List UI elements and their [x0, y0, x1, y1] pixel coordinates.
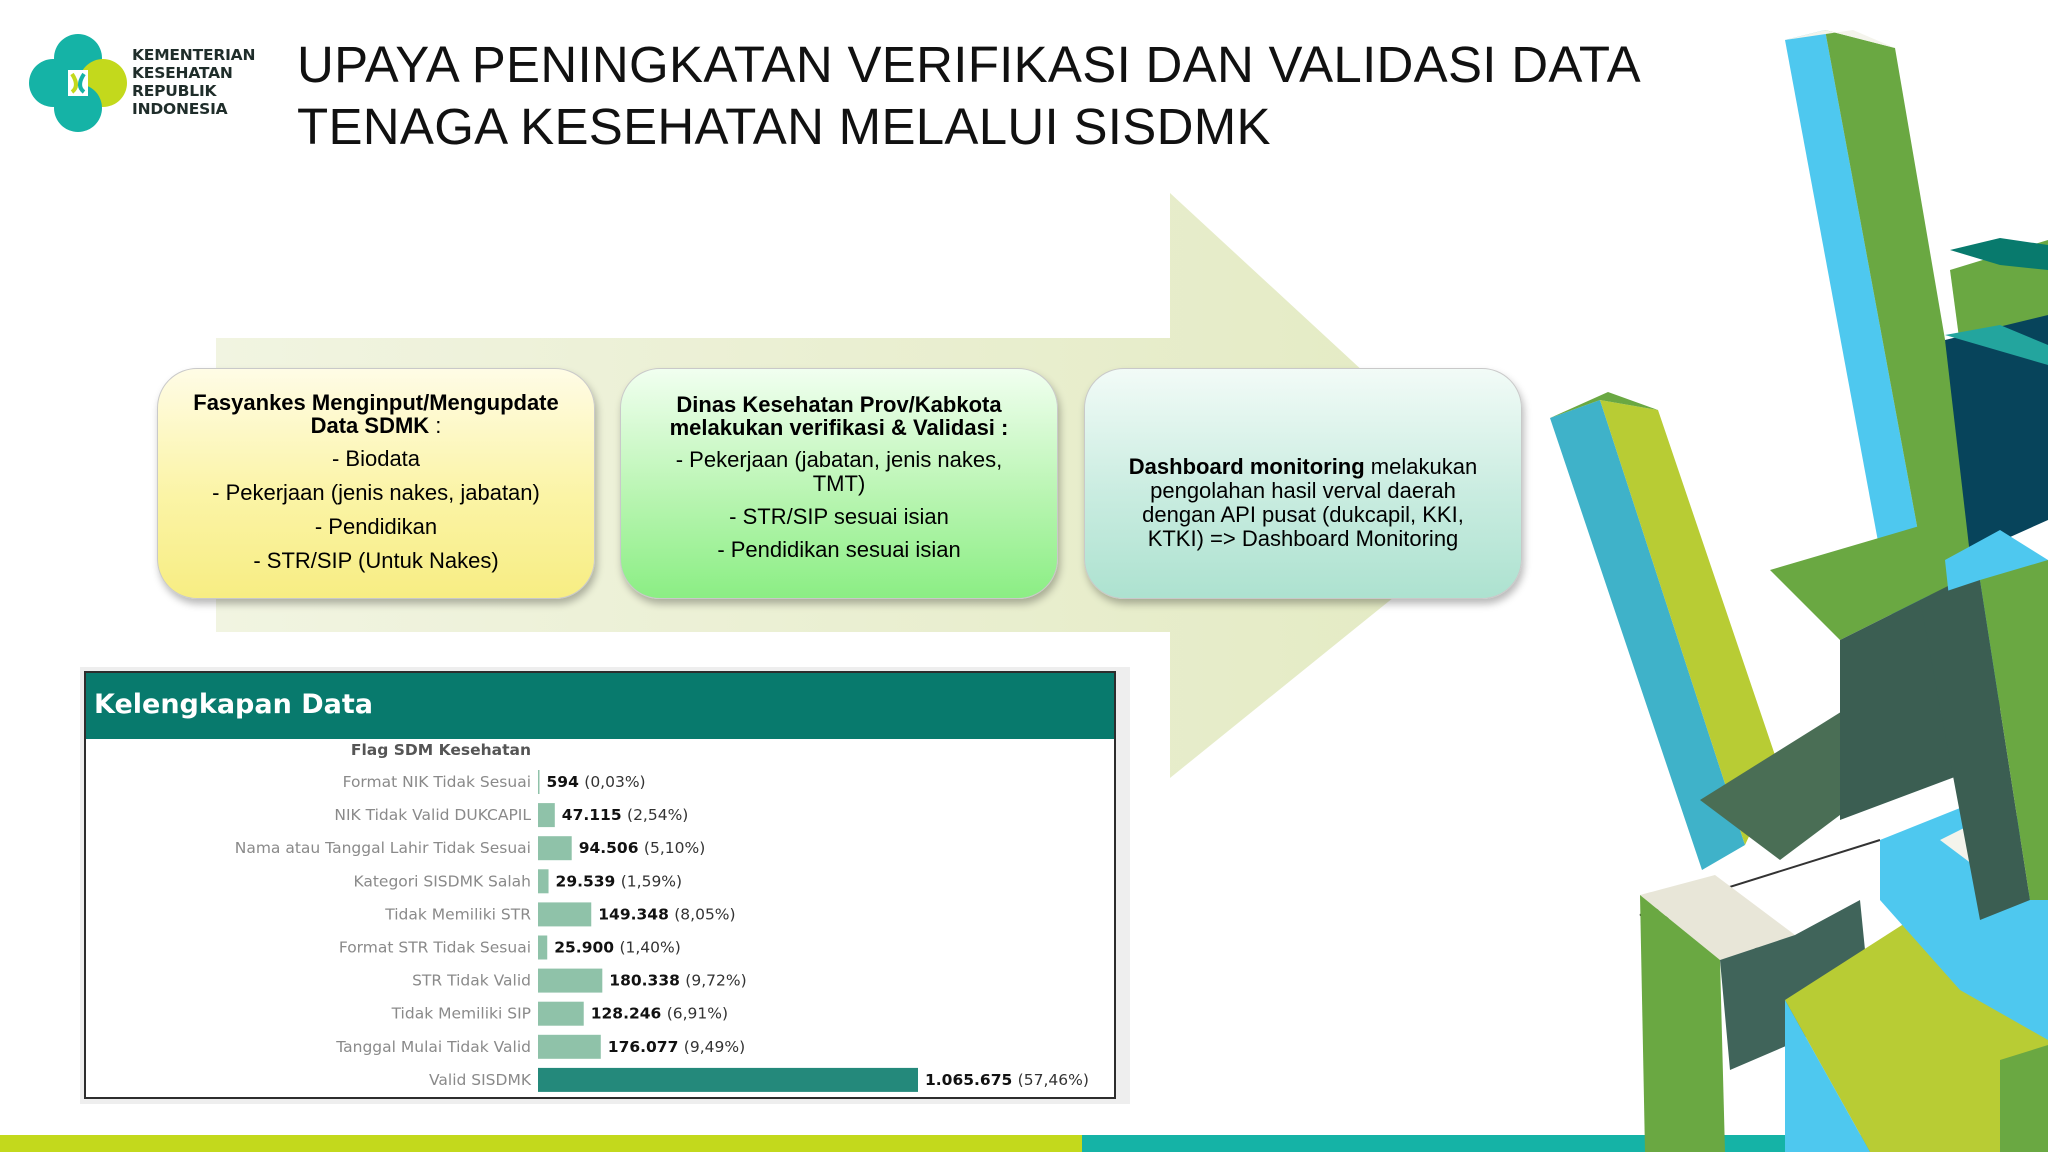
chart-bar: [538, 836, 572, 860]
chart-bar: [538, 1002, 584, 1026]
chart-data-label: 47.115 (2,54%): [561, 806, 689, 825]
step-item: - Pekerjaan (jenis nakes, jabatan): [212, 480, 540, 505]
kelengkapan-data-panel: [84, 671, 1116, 1099]
step-heading: [176, 391, 576, 437]
logo-line: REPUBLIK: [132, 82, 217, 100]
chart-bar: [538, 803, 555, 827]
chart-data-label: 180.338 (9,72%): [609, 971, 747, 990]
logo-line: KEMENTERIAN: [132, 46, 256, 64]
chart-category-label: Tanggal Mulai Tidak Valid: [336, 1037, 531, 1056]
chart-data-label: 25.900 (1,40%): [554, 938, 681, 957]
step-item: - Pendidikan: [314, 514, 438, 539]
chart-data-label: 1.065.675 (57,46%): [925, 1070, 1089, 1089]
chart-data-label: 29.539 (1,59%): [555, 872, 683, 891]
step-fasyankes-box: [157, 368, 595, 599]
chart-category-label: Valid SISDMK: [429, 1070, 531, 1089]
step-heading-line: Fasyankes Menginput/Mengupdate: [193, 390, 559, 415]
chart-data-label: 594 (0,03%): [546, 773, 646, 791]
step-item: - Pekerjaan (jabatan, jenis nakes, TMT): [675, 447, 1003, 496]
step-heading-line: Dinas Kesehatan Prov/Kabkota: [676, 392, 1002, 417]
footer-strip-left: [0, 1135, 1082, 1152]
step-item: - STR/SIP (Untuk Nakes): [253, 548, 499, 573]
chart-bar: [538, 869, 549, 893]
step-item: - Pendidikan sesuai isian: [717, 537, 961, 562]
logo-emblem-icon: [24, 30, 134, 140]
step-item: - Biodata: [331, 446, 421, 471]
step-item: - STR/SIP sesuai isian: [729, 504, 949, 529]
chart-data-label: 128.246 (6,91%): [590, 1004, 729, 1023]
chart-category-label: Tidak Memiliki SIP: [391, 1004, 531, 1023]
step-heading-bold: Data SDMK: [310, 413, 430, 438]
chart-bar: [538, 1035, 601, 1059]
step-dinkes-box: [620, 368, 1058, 599]
panel-title: Kelengkapan Data: [94, 689, 373, 720]
chart-bar: [538, 902, 591, 926]
step-heading-line: melakukan verifikasi & Validasi :: [669, 415, 1009, 440]
chart-bar: [538, 770, 540, 794]
step-heading-line: [176, 414, 576, 437]
step-heading-rest: :: [429, 413, 442, 438]
chart-category-header: Flag SDM Kesehatan: [350, 741, 531, 759]
decorative-blocks-illustration: [1440, 0, 2048, 1152]
chart-data-label: 94.506 (5,10%): [578, 839, 706, 858]
chart-category-label: Tidak Memiliki STR: [385, 905, 531, 924]
step-description-bold: Dashboard monitoring: [1128, 454, 1365, 479]
logo-text: [132, 46, 255, 118]
chart-category-label: Format STR Tidak Sesuai: [338, 938, 531, 957]
chart-category-label: NIK Tidak Valid DUKCAPIL: [334, 806, 531, 825]
step-heading: [639, 393, 1039, 439]
title-line-2: TENAGA KESEHATAN MELALUI SISDMK: [297, 98, 1271, 155]
flag-bar-chart: [86, 739, 1114, 1097]
chart-category-label: STR Tidak Valid: [412, 971, 531, 990]
step-description-text: melakukan pengolahan hasil verval daerah dengan API pusat (dukcapil, KKI, KTKI) => Dashboard Monitoring: [1142, 454, 1478, 551]
chart-category-label: Nama atau Tanggal Lahir Tidak Sesuai: [234, 839, 531, 858]
chart-data-label: 149.348 (8,05%): [598, 905, 736, 924]
logo-line: KESEHATAN: [132, 64, 233, 82]
chart-bar: [538, 936, 547, 960]
logo-line: INDONESIA: [132, 100, 228, 118]
chart-category-label: Kategori SISDMK Salah: [353, 872, 531, 891]
chart-data-label: 176.077 (9,49%): [607, 1037, 746, 1056]
title-line-1: UPAYA PENINGKATAN VERIFIKASI DAN VALIDASI DATA: [297, 36, 1641, 93]
chart-category-label: Format NIK Tidak Sesuai: [342, 773, 531, 791]
panel-header: [86, 673, 1114, 739]
chart-bar: [538, 1068, 918, 1092]
chart-bar: [538, 969, 602, 993]
